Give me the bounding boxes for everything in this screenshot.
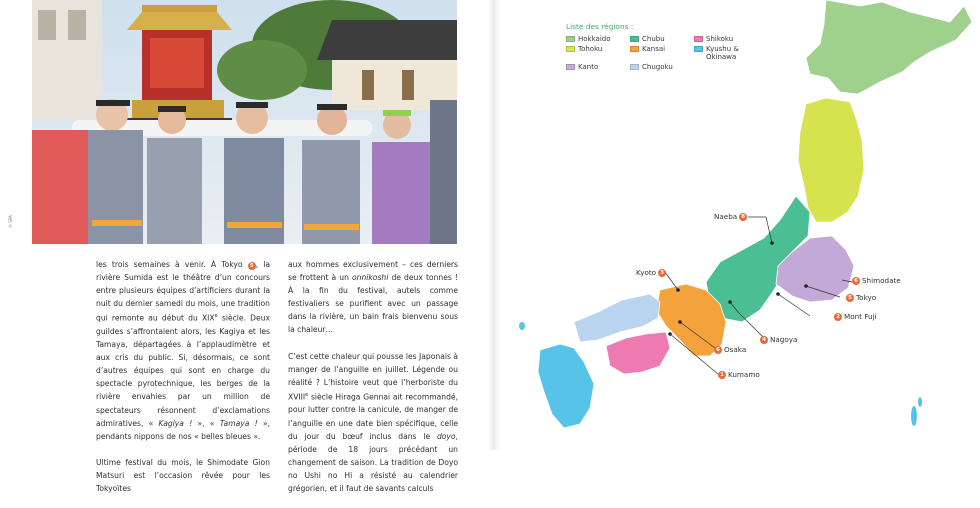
legend-label: Kyushu & Okinawa xyxy=(706,45,739,61)
legend-grid xyxy=(566,35,756,71)
legend-item xyxy=(566,45,630,61)
legend-label: Chugoku xyxy=(642,63,673,71)
article-paragraph: aux hommes exclusivement – ces derniers se frottent à un onnikoshi de deux tonnes ! À la fin du festival, autels comme festivaliers se purifient avec un passage dans la rivière, un bain frais bienvenu sous la chaleur… xyxy=(288,260,458,335)
legend-swatch xyxy=(566,64,575,70)
legend-label: Kansai xyxy=(642,45,666,53)
legend-item xyxy=(694,35,758,43)
legend-item xyxy=(630,63,694,71)
map-marker: 1 xyxy=(718,371,726,379)
article-paragraph: Ultime festival du mois, le Shimodate Gion Matsuri est l’occasion rêvée pour les Tokyoïtes xyxy=(96,457,270,494)
legend-item xyxy=(694,45,758,61)
location-marker: 5 xyxy=(248,262,256,270)
map-marker: 6 xyxy=(714,346,722,354)
legend-swatch xyxy=(566,46,575,52)
legend-swatch xyxy=(566,36,575,42)
map-marker: 3 xyxy=(658,269,666,277)
region-hokkaido xyxy=(806,0,972,94)
map-label-kyoto: Kyoto 3 xyxy=(636,268,666,277)
map-marker: 4 xyxy=(760,336,768,344)
legend-swatch xyxy=(694,36,703,42)
map-label-tokyo: 5 Tokyo xyxy=(846,293,876,302)
map-marker: 5 xyxy=(846,294,854,302)
region-shikoku xyxy=(606,332,670,374)
map-marker: 2 xyxy=(834,313,842,321)
legend-label: Chubu xyxy=(642,35,665,43)
legend-item xyxy=(630,35,694,43)
region-kyushu xyxy=(538,344,594,428)
map-label-kumamoto: 1 Kumamo xyxy=(718,370,760,379)
legend-swatch xyxy=(694,46,703,52)
region-tohoku xyxy=(798,98,864,222)
page-gutter xyxy=(488,0,502,450)
map-label-mont-fuji: 2 Mont Fuji xyxy=(834,312,877,321)
map-label-osaka: 6 Osaka xyxy=(714,345,746,354)
legend-title: Liste des régions : xyxy=(566,22,634,31)
festival-photo xyxy=(32,0,457,244)
legend-swatch xyxy=(630,46,639,52)
map-marker: 6 xyxy=(852,277,860,285)
legend-swatch xyxy=(630,36,639,42)
article-paragraph: les trois semaines à venir. À Tokyo 5 , la rivière Sumida est le théâtre d’un concours entre plusieurs équipes d’artificiers durant la nuit du dernier samedi du mois, une tradition qui remonte au début du XIXe siècle. Deux guildes s’affrontaient alors, les Kagiya et les Tamaya, départagées à l’applaudimètre et aux cris du public. Si, désormais, ce sont d’autres équipes qui sont en charge du spectacle pyrotechnique, les berges de la rivière envahies par un million de spectateurs résonnent d’exclamations admiratives, « Kagiya ! », « Tamaya ! », pendants nippons de nos « belles bleues ». xyxy=(96,260,270,441)
map-legend xyxy=(566,22,756,71)
legend-label: Tohoku xyxy=(578,45,603,53)
legend-swatch xyxy=(630,64,639,70)
map-label-nagoya: 4 Nagoya xyxy=(760,335,797,344)
map-marker: 8 xyxy=(739,213,747,221)
legend-label: Kanto xyxy=(578,63,599,71)
legend-label: Shikoku xyxy=(706,35,734,43)
article-paragraph: C’est cette chaleur qui pousse les Japonais à manger de l’anguille en juillet. Légende ou réalité ? L’histoire veut que l’herboriste du XVIIIe siècle Hiraga Gennai ait recommandé, pour lutter contre la canicule, de manger de l’anguille en une date bien spécifique, celle du jour du bœuf inclus dans le doyo, période de 18 jours précédant un changement de saison. La tradition de Doyo no Ushi no Hi a résisté au calendrier grégorien, et il faut de savants calculs xyxy=(288,351,458,494)
legend-item xyxy=(630,45,694,61)
legend-item xyxy=(566,35,630,43)
photo-credit: © SPA xyxy=(8,215,13,228)
legend-item xyxy=(566,63,630,71)
map-label-naeba: Naeba 8 xyxy=(714,212,747,221)
legend-label: Hokkaido xyxy=(578,35,611,43)
article-column-2 xyxy=(288,258,458,508)
article-column-1 xyxy=(96,258,270,508)
map-label-shimodate: 6 Shimodate xyxy=(852,276,901,285)
